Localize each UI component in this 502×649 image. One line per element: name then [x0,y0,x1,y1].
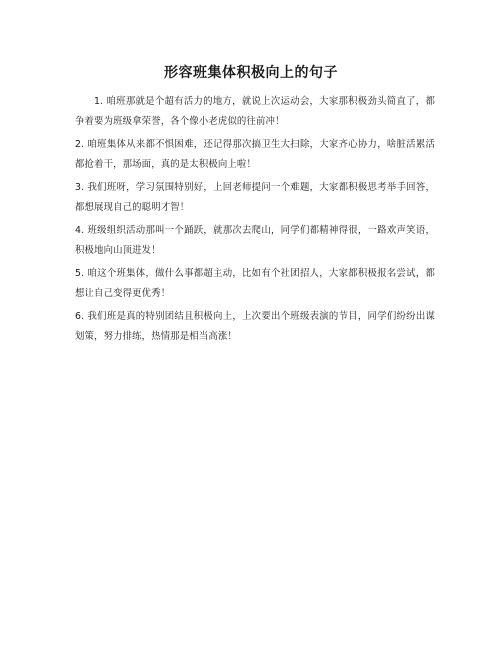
document-title: 形容班集体积极向上的句子 [164,65,338,81]
paragraph-2: 2. 咱班集体从来都不惧困难，还记得那次搞卫生大扫除，大家齐心协力，啥脏活累活都抢着干，那场面，真的是太积极向上啦！ [75,139,435,170]
paragraph-3: 3. 我们班呀，学习氛围特别好，上回老师提问一个难题，大家都积极思考举手回答，都想展现自己的聪明才智！ [75,182,435,213]
paragraph-5: 5. 咱这个班集体，做什么事都超主动，比如有个社团招人，大家都积极报名尝试，都想让自己变得更优秀！ [75,268,435,299]
paragraph-1: 1. 咱班那就是个超有活力的地方，就说上次运动会，大家那积极劲头简直了，都争着要为班级拿荣誉，各个像小老虎似的往前冲！ [75,96,435,127]
document-body [75,92,435,350]
paragraph-6: 6. 我们班是真的特别团结且积极向上，上次要出个班级表演的节目，同学们纷纷出谋划策，努力排练，热情那是相当高涨！ [75,311,435,342]
paragraph-4: 4. 班级组织活动那叫一个踊跃，就那次去爬山，同学们都精神得很，一路欢声笑语，积极地向山顶进发！ [75,225,435,256]
